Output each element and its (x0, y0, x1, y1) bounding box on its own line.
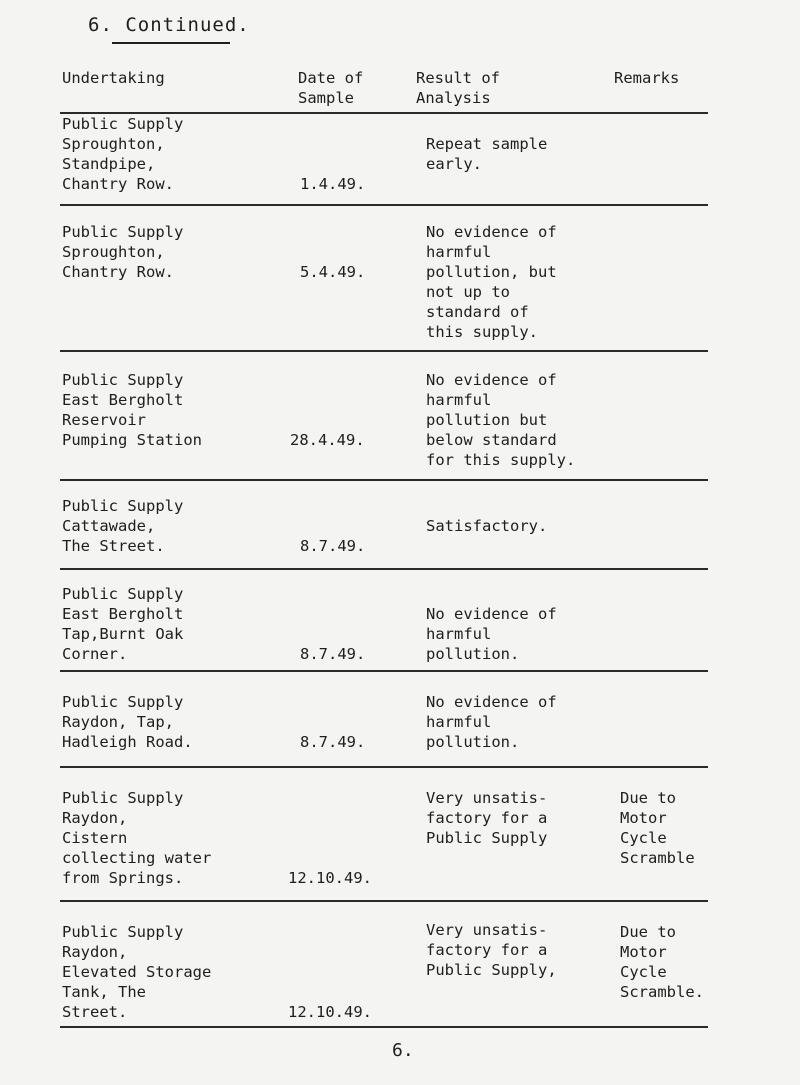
row-8-remarks: Due to Motor Cycle Scramble. (620, 923, 704, 1001)
table-bottom-rule (60, 1026, 708, 1028)
row-divider (60, 479, 708, 481)
row-1-date: 1.4.49. (300, 175, 366, 193)
row-2-undertaking: Public Supply Sproughton, Chantry Row. (62, 223, 184, 281)
row-6-result: No evidence of harmful pollution. (426, 693, 557, 751)
column-header-remarks: Remarks (614, 69, 680, 87)
row-6-undertaking: Public Supply Raydon, Tap, Hadleigh Road. (62, 693, 193, 751)
row-8-result: Very unsatis- factory for a Public Supply, (426, 921, 557, 979)
row-4-undertaking: Public Supply Cattawade, The Street. (62, 497, 184, 555)
row-divider (60, 766, 708, 768)
row-divider (60, 204, 708, 206)
row-1-result: Repeat sample early. (426, 135, 548, 173)
row-divider (60, 670, 708, 672)
heading-underline (112, 42, 230, 44)
row-5-result: No evidence of harmful pollution. (426, 605, 557, 663)
column-header-date-of-sample: Date of Sample (298, 69, 364, 107)
row-7-undertaking: Public Supply Raydon, Cistern collecting water from Springs. (62, 789, 212, 887)
row-4-result: Satisfactory. (426, 517, 548, 535)
row-8-date: 12.10.49. (288, 1003, 372, 1021)
section-heading: 6. Continued. (88, 14, 250, 36)
row-7-date: 12.10.49. (288, 869, 372, 887)
row-divider (60, 900, 708, 902)
row-2-date: 5.4.49. (300, 263, 366, 281)
row-3-undertaking: Public Supply East Bergholt Reservoir Pumping Station (62, 371, 202, 449)
row-divider (60, 350, 708, 352)
column-header-result-of-analysis: Result of Analysis (416, 69, 500, 107)
row-4-date: 8.7.49. (300, 537, 366, 555)
page-number: 6. (392, 1040, 414, 1061)
row-5-undertaking: Public Supply East Bergholt Tap,Burnt Oak Corner. (62, 585, 184, 663)
row-7-remarks: Due to Motor Cycle Scramble (620, 789, 695, 867)
row-6-date: 8.7.49. (300, 733, 366, 751)
row-3-result: No evidence of harmful pollution but below standard for this supply. (426, 371, 576, 469)
row-2-result: No evidence of harmful pollution, but not up to standard of this supply. (426, 223, 557, 341)
row-5-date: 8.7.49. (300, 645, 366, 663)
row-3-date: 28.4.49. (290, 431, 365, 449)
column-header-undertaking: Undertaking (62, 69, 165, 87)
row-8-undertaking: Public Supply Raydon, Elevated Storage Tank, The Street. (62, 923, 212, 1021)
row-1-undertaking: Public Supply Sproughton, Standpipe, Chantry Row. (62, 115, 184, 193)
row-7-result: Very unsatis- factory for a Public Supply (426, 789, 548, 847)
row-divider (60, 568, 708, 570)
